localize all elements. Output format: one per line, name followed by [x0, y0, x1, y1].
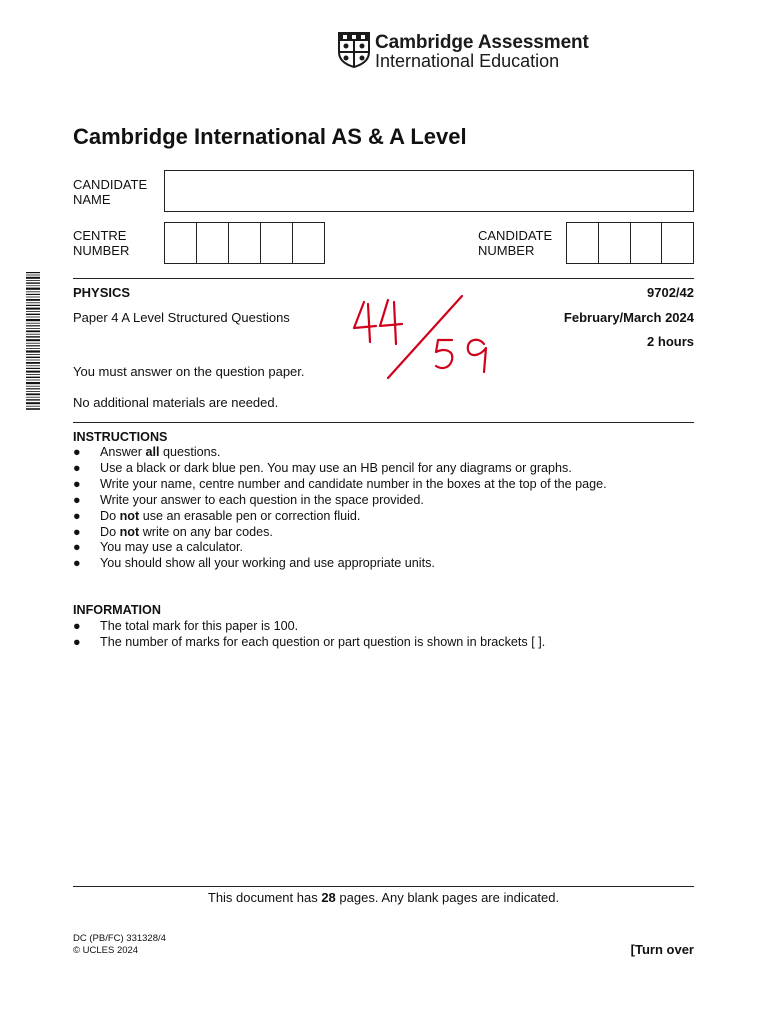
copyright: © UCLES 2024	[73, 945, 139, 956]
bullet-icon: ●	[73, 556, 81, 571]
barcode-icon	[26, 272, 40, 410]
candidate-number-digit-4[interactable]	[662, 223, 693, 263]
answer-note: You must answer on the question paper.	[73, 364, 305, 379]
qualification-title: Cambridge International AS & A Level	[73, 124, 467, 149]
paper-code: 9702/42	[647, 285, 694, 300]
information-heading: INFORMATION	[73, 603, 161, 617]
information-list	[73, 619, 545, 651]
candidate-number-label-line1: CANDIDATE	[478, 228, 553, 243]
candidate-name-label-line2: NAME	[73, 192, 111, 207]
information-item: ● The total mark for this paper is 100.	[73, 619, 299, 633]
candidate-number-label	[478, 228, 552, 258]
information-item: ● The number of marks for each question or part question is shown in brackets [ ].	[73, 634, 546, 649]
cambridge-logo	[338, 32, 589, 72]
bullet-icon: ●	[73, 524, 81, 539]
bullet-icon: ●	[73, 492, 81, 507]
instruction-item: ● You may use a calculator.	[73, 540, 244, 555]
centre-number-digit-3[interactable]	[229, 223, 261, 263]
centre-number-digit-2[interactable]	[197, 223, 229, 263]
centre-number-label-line2: NUMBER	[73, 243, 130, 258]
instruction-item: ● Answer all questions.	[73, 445, 221, 459]
candidate-name-field[interactable]	[164, 170, 694, 212]
instruction-item: ● Do not write on any bar codes.	[73, 524, 273, 539]
centre-number-digit-5[interactable]	[293, 223, 324, 263]
centre-number-grid	[164, 222, 325, 264]
instruction-item: ● Do not use an erasable pen or correction fluid.	[73, 508, 361, 523]
candidate-number-label-line2: NUMBER	[478, 243, 535, 258]
candidate-number-digit-2[interactable]	[599, 223, 631, 263]
instructions-list	[73, 445, 607, 572]
divider-footer	[73, 886, 694, 887]
candidate-name-label	[73, 177, 147, 207]
handwritten-score	[348, 288, 498, 384]
bullet-icon: ●	[73, 508, 81, 523]
divider-middle	[73, 422, 694, 423]
candidate-number-grid	[566, 222, 694, 264]
turn-over: [Turn over	[630, 942, 694, 957]
instruction-item: ● Use a black or dark blue pen. You may use an HB pencil for any diagrams or graphs.	[73, 460, 572, 475]
bullet-icon: ●	[73, 634, 81, 649]
cambridge-crest-icon	[338, 32, 370, 68]
bullet-icon: ●	[73, 540, 81, 555]
bullet-icon: ●	[73, 460, 81, 475]
candidate-name-label-line1: CANDIDATE	[73, 177, 148, 192]
paper-title: Paper 4 A Level Structured Questions	[73, 310, 290, 325]
document-code: DC (PB/FC) 331328/4	[73, 933, 166, 944]
bullet-icon: ●	[73, 445, 81, 459]
divider-top	[73, 278, 694, 279]
bullet-icon: ●	[73, 619, 81, 633]
logo-line-1: Cambridge Assessment	[375, 32, 589, 53]
centre-number-digit-4[interactable]	[261, 223, 293, 263]
candidate-number-digit-3[interactable]	[631, 223, 663, 263]
subject: PHYSICS	[73, 285, 131, 300]
logo-line-2: International Education	[375, 51, 560, 71]
instruction-item: ● Write your answer to each question in the space provided.	[73, 492, 424, 507]
candidate-number-digit-1[interactable]	[567, 223, 599, 263]
centre-number-digit-1[interactable]	[165, 223, 197, 263]
centre-number-label	[73, 228, 129, 258]
instructions-heading: INSTRUCTIONS	[73, 430, 168, 444]
instruction-item: ● Write your name, centre number and candidate number in the boxes at the top of the page.	[73, 476, 607, 491]
session: February/March 2024	[563, 310, 694, 325]
duration: 2 hours	[647, 334, 694, 349]
materials-note: No additional materials are needed.	[73, 395, 279, 410]
centre-number-label-line1: CENTRE	[73, 228, 127, 243]
page-count-note: This document has 28 pages. Any blank pages are indicated.	[207, 890, 560, 905]
instruction-item: ● You should show all your working and use appropriate units.	[73, 556, 435, 571]
bullet-icon: ●	[73, 476, 81, 491]
